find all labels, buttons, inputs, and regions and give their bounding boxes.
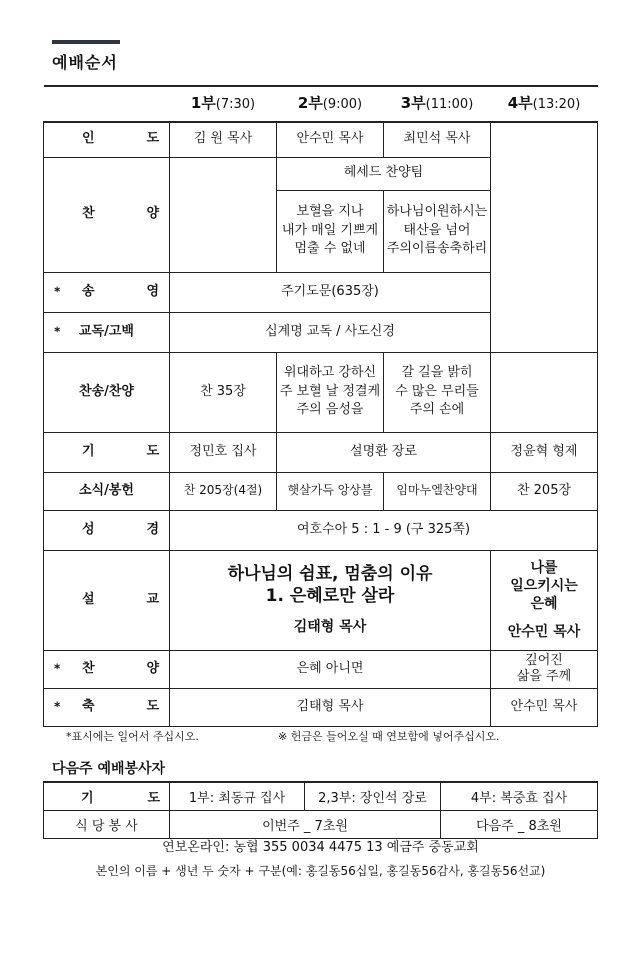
benediction-s4: 안수민 목사 bbox=[491, 688, 598, 726]
offering-s1: 찬 205장(4절) bbox=[170, 472, 277, 510]
doxology-text: 주기도문(635장) bbox=[170, 272, 491, 312]
hymn-s2: 위대하고 강하신 주 보혈 날 정결케 주의 음성을 bbox=[277, 352, 384, 432]
praise-s3-songs: 하나님이원하시는 태산을 넘어 주의이름송축하리 bbox=[384, 190, 491, 272]
prayer-s4: 정윤혁 형제 bbox=[491, 432, 598, 472]
closing-hymn-text: 은혜 아니면 bbox=[170, 650, 491, 688]
label-closing-hymn: * 찬 양 bbox=[44, 650, 170, 688]
sermon-preacher: 김태형 목사 bbox=[293, 618, 367, 635]
next-meal-label: 식 당 봉 사 bbox=[44, 811, 170, 839]
sermon-title: 하나님의 쉼표, 멈춤의 이유 bbox=[227, 563, 433, 584]
invocation-s1: 김 원 목사 bbox=[170, 122, 277, 157]
label-benediction: * 축 도 bbox=[44, 688, 170, 726]
next-prayer-4: 4부: 복중효 집사 bbox=[441, 782, 598, 811]
section-title: 예배순서 bbox=[52, 53, 118, 72]
next-prayer-row bbox=[44, 782, 598, 811]
label-creed: * 교독/고백 bbox=[44, 312, 170, 352]
scripture-text: 여호수아 5 : 1 - 9 (구 325쪽) bbox=[170, 510, 598, 550]
invocation-s3: 최민석 목사 bbox=[384, 122, 491, 157]
label-prayer: 기 도 bbox=[44, 432, 170, 472]
label-offering: 소식/봉헌 bbox=[44, 472, 170, 510]
row-sermon bbox=[44, 550, 598, 650]
next-prayer-label: 기 도 bbox=[44, 782, 170, 811]
benediction-text: 김태형 목사 bbox=[170, 688, 491, 726]
row-invocation bbox=[44, 122, 598, 157]
offering-s4: 찬 205장 bbox=[491, 472, 598, 510]
next-week-title: 다음주 예배봉사자 bbox=[52, 761, 166, 777]
service-2: 2부(9:00) bbox=[277, 86, 384, 122]
row-offering bbox=[44, 472, 598, 510]
next-prayer-23: 2,3부: 장인석 장로 bbox=[305, 782, 441, 811]
online-giving: 연보온라인: 농협 355 0034 4475 13 예금주 중동교회 bbox=[162, 840, 479, 855]
worship-order-table bbox=[43, 85, 598, 727]
sermon-s4: 나를 일으키시는 은혜 안수민 목사 bbox=[491, 550, 598, 650]
next-prayer-1: 1부: 최동규 집사 bbox=[170, 782, 305, 811]
creed-text: 십계명 교독 / 사도신경 bbox=[170, 312, 491, 352]
offering-s3: 임마누엘찬양대 bbox=[384, 472, 491, 510]
service-3: 3부(11:00) bbox=[384, 86, 491, 122]
meal-next-week: 다음주 _ 8초원 bbox=[441, 811, 598, 839]
row-scripture bbox=[44, 510, 598, 550]
stand-note: *표시에는 일어서 주십시오. bbox=[66, 730, 199, 743]
label-invocation: 인 도 bbox=[44, 122, 170, 157]
service-1: 1부(7:30) bbox=[170, 86, 277, 122]
row-prayer bbox=[44, 432, 598, 472]
service-header-row bbox=[44, 86, 598, 122]
prayer-s1: 정민호 집사 bbox=[170, 432, 277, 472]
sermon-main bbox=[170, 550, 491, 650]
hymn-s1: 찬 35장 bbox=[170, 352, 277, 432]
praise-s2-songs: 보혈을 지나 내가 매일 기쁘게 멈출 수 없네 bbox=[277, 190, 384, 272]
invocation-s2: 안수민 목사 bbox=[277, 122, 384, 157]
offering-s2: 햇살가득 앙상블 bbox=[277, 472, 384, 510]
online-giving-note: 본인의 이름 + 생년 두 숫자 + 구분(예: 홍길동56십일, 홍길동56감사, 홍길동56선교) bbox=[95, 864, 546, 878]
closing-hymn-s4: 깊어진 삶을 주께 bbox=[491, 650, 598, 688]
service-4: 4부(13:20) bbox=[491, 86, 598, 122]
prayer-s23: 설명환 장로 bbox=[277, 432, 491, 472]
sermon-subtitle: 1. 은혜로만 살라 bbox=[265, 585, 395, 606]
label-praise: 찬 양 bbox=[44, 157, 170, 272]
label-doxology: * 송 영 bbox=[44, 272, 170, 312]
label-scripture: 성 경 bbox=[44, 510, 170, 550]
row-closing-hymn bbox=[44, 650, 598, 688]
praise-team: 헤세드 찬양팀 bbox=[277, 157, 491, 190]
title-bar-decoration bbox=[52, 40, 120, 44]
offering-note: ※ 헌금은 들어오실 때 연보함에 넣어주십시오. bbox=[278, 730, 500, 743]
label-sermon: 설 교 bbox=[44, 550, 170, 650]
label-hymn: 찬송/찬양 bbox=[44, 352, 170, 432]
next-week-table bbox=[43, 781, 598, 839]
praise-s4 bbox=[491, 122, 598, 352]
meal-this-week: 이번주 _ 7초원 bbox=[170, 811, 441, 839]
row-benediction bbox=[44, 688, 598, 726]
hymn-s3: 갈 길을 밝히 수 많은 무리들 주의 손에 bbox=[384, 352, 491, 432]
row-hymn bbox=[44, 352, 598, 432]
next-meal-row bbox=[44, 811, 598, 839]
